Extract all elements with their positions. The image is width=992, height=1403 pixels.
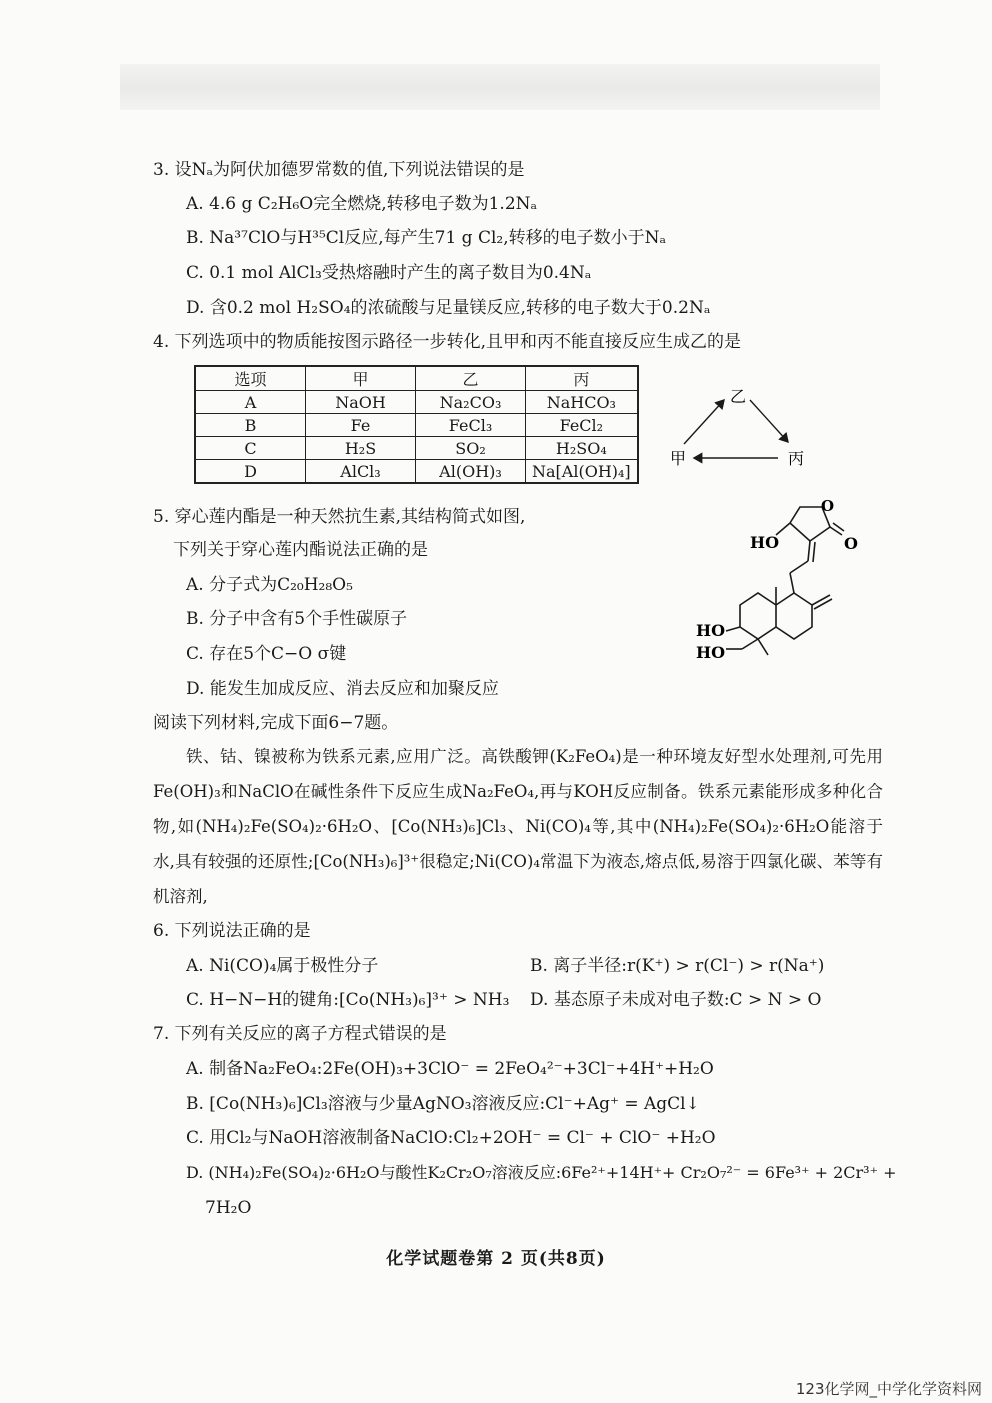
- table-header-cell: 丙: [526, 366, 638, 391]
- table-cell: B: [195, 414, 306, 437]
- table-cell: SO₂: [416, 437, 526, 460]
- q6-option-a: A. Ni(CO)₄属于极性分子: [186, 956, 379, 976]
- page-footer: 化学试题卷第 2 页(共8页): [386, 1249, 606, 1269]
- q5-option-b: B. 分子中含有5个手性碳原子: [186, 609, 408, 629]
- q6-option-c: C. H−N−H的键角:[Co(NH₃)₆]³⁺ > NH₃: [186, 990, 510, 1010]
- diagram-label-bing: 丙: [788, 449, 805, 468]
- table-cell: FeCl₂: [526, 414, 638, 437]
- transformation-diagram: [660, 380, 820, 475]
- table-cell: D: [195, 460, 306, 484]
- q3-option-c: C. 0.1 mol AlCl₃受热熔融时产生的离子数目为0.4Nₐ: [186, 263, 592, 283]
- struct-label-o-keto: O: [844, 534, 858, 553]
- q5-option-c: C. 存在5个C−O σ键: [186, 644, 347, 664]
- q5-option-a: A. 分子式为C₂₀H₂₈O₅: [186, 575, 353, 595]
- q5-option-d: D. 能发生加成反应、消去反应和加聚反应: [186, 679, 499, 699]
- q7-option-b: B. [Co(NH₃)₆]Cl₃溶液与少量AgNO₃溶液反应:Cl⁻+Ag⁺ = AgCl↓: [186, 1094, 700, 1114]
- q3-option-b: B. Na³⁷ClO与H³⁵Cl反应,每产生71 g Cl₂,转移的电子数小于Nₐ: [186, 228, 667, 248]
- q4-stem: 4. 下列选项中的物质能按图示路径一步转化,且甲和丙不能直接反应生成乙的是: [153, 332, 742, 352]
- table-header-row: [195, 366, 638, 391]
- scan-artifact-band: [120, 64, 880, 110]
- table-cell: Fe: [306, 414, 416, 437]
- table-cell: C: [195, 437, 306, 460]
- table-cell: H₂S: [306, 437, 416, 460]
- q6-option-d: D. 基态原子未成对电子数:C > N > O: [530, 990, 822, 1010]
- q4-options-table: [194, 365, 639, 484]
- q6-stem: 6. 下列说法正确的是: [153, 921, 311, 941]
- q7-option-d-line2: 7H₂O: [205, 1198, 252, 1218]
- table-cell: H₂SO₄: [526, 437, 638, 460]
- struct-label-o-ring: O: [821, 497, 835, 515]
- q3-option-d: D. 含0.2 mol H₂SO₄的浓硫酸与足量镁反应,转移的电子数大于0.2Nₐ: [186, 298, 711, 318]
- q7-option-d-line1: D. (NH₄)₂Fe(SO₄)₂·6H₂O与酸性K₂Cr₂O₇溶液反应:6Fe²⁺+14H⁺+ Cr₂O₇²⁻ = 6Fe³⁺ + 2Cr³⁺ +: [186, 1163, 897, 1182]
- diagram-label-yi: 乙: [730, 387, 747, 406]
- arrow-left-to-top: [684, 400, 724, 444]
- q3-option-a: A. 4.6 g C₂H₆O完全燃烧,转移电子数为1.2Nₐ: [186, 194, 538, 214]
- table-row: [195, 391, 638, 414]
- table-header-cell: 甲: [306, 366, 416, 391]
- q3-stem: 3. 设Nₐ为阿伏加德罗常数的值,下列说法错误的是: [153, 160, 525, 180]
- table-cell: Na[Al(OH)₄]: [526, 460, 638, 484]
- reading-paragraph: 铁、钴、镍被称为铁系元素,应用广泛。高铁酸钾(K₂FeO₄)是一种环境友好型水处理剂,可先用Fe(OH)₃和NaClO在碱性条件下反应生成Na₂FeO₄,再与KOH反应制备。铁系元素能形成多种化合物,如(NH₄)₂Fe(SO₄)₂·6H₂O、[Co(NH₃)₆]Cl₃、Ni(CO)₄等,其中(NH₄)₂Fe(SO₄)₂·6H₂O能溶于水,具有较强的还原性;[Co(NH₃)₆]³⁺很稳定;Ni(CO)₄常温下为液态,熔点低,易溶于四氯化碳、苯等有机溶剂,: [153, 747, 883, 906]
- table-cell: AlCl₃: [306, 460, 416, 484]
- struct-label-ho3: HO: [696, 643, 726, 662]
- table-cell: FeCl₃: [416, 414, 526, 437]
- table-header-cell: 选项: [195, 366, 306, 391]
- arrow-top-to-right: [750, 400, 788, 442]
- q7-stem: 7. 下列有关反应的离子方程式错误的是: [153, 1024, 447, 1044]
- watermark: 123化学网_中学化学资料网: [795, 1380, 982, 1398]
- q6-option-b: B. 离子半径:r(K⁺) > r(Cl⁻) > r(Na⁺): [530, 956, 825, 976]
- andrographolide-structure: [690, 495, 890, 670]
- q5-stem-line1: 5. 穿心莲内酯是一种天然抗生素,其结构简式如图,: [153, 507, 526, 527]
- struct-label-ho1: HO: [750, 533, 780, 552]
- q7-option-a: A. 制备Na₂FeO₄:2Fe(OH)₃+3ClO⁻ = 2FeO₄²⁻+3Cl⁻+4H⁺+H₂O: [186, 1059, 714, 1079]
- table-cell: NaHCO₃: [526, 391, 638, 414]
- q7-option-c: C. 用Cl₂与NaOH溶液制备NaClO:Cl₂+2OH⁻ = Cl⁻ + ClO⁻ +H₂O: [186, 1128, 716, 1148]
- table-row: [195, 460, 638, 484]
- reading-intro: 阅读下列材料,完成下面6−7题。: [153, 713, 399, 733]
- struct-label-ho2: HO: [696, 621, 726, 640]
- table-cell: Al(OH)₃: [416, 460, 526, 484]
- table-cell: Na₂CO₃: [416, 391, 526, 414]
- table-row: [195, 437, 638, 460]
- table-header-cell: 乙: [416, 366, 526, 391]
- table-cell: A: [195, 391, 306, 414]
- table-row: [195, 414, 638, 437]
- q5-stem-line2: 下列关于穿心莲内酯说法正确的是: [173, 540, 428, 560]
- table-cell: NaOH: [306, 391, 416, 414]
- diagram-label-jia: 甲: [670, 449, 687, 468]
